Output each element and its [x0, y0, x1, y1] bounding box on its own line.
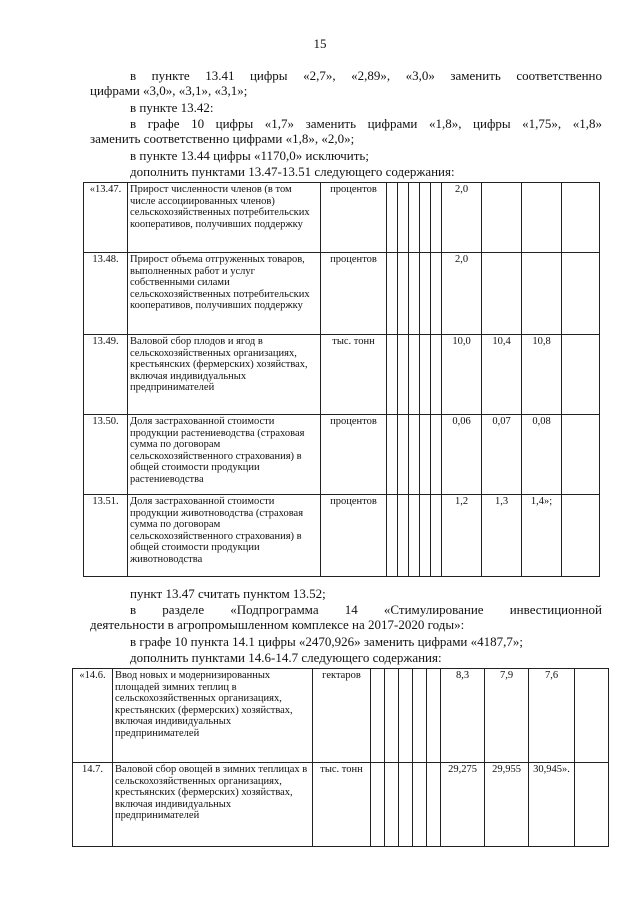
paragraph-line: в пункте 13.44 цифры «1170,0» исключить;	[130, 148, 369, 163]
empty-cell	[420, 183, 431, 253]
empty-cell	[385, 763, 399, 847]
empty-cell	[409, 183, 420, 253]
empty-cell	[431, 415, 442, 495]
row-number: 13.49.	[84, 335, 128, 415]
indicators-table-14	[72, 668, 609, 847]
value-2019: 0,07	[482, 415, 522, 495]
table-row	[84, 335, 600, 415]
empty-cell	[409, 253, 420, 335]
paragraph-dopolnit-14	[90, 650, 602, 665]
empty-cell	[399, 763, 413, 847]
empty-cell	[371, 763, 385, 847]
value-2020: 1,4»;	[522, 495, 562, 577]
table-row	[84, 415, 600, 495]
value-2019: 10,4	[482, 335, 522, 415]
row-description: Доля застрахованной стоимости продукции животноводства (страховая сумма по договорам сельскохозяйственного страхования) в общей стоимости продукции животноводства	[128, 495, 321, 577]
empty-cell	[431, 335, 442, 415]
row-number: «13.47.	[84, 183, 128, 253]
row-description: Прирост объема отгруженных товаров, выполненных работ и услуг собственными силами сельскохозяйственных потребительских кооперативов, получивших поддержку	[128, 253, 321, 335]
row-unit: процентов	[321, 183, 387, 253]
value-2020	[522, 253, 562, 335]
paragraph-line: заменить соответственно цифрами «1,8», «2,0»;	[90, 131, 355, 146]
table-row	[84, 183, 600, 253]
empty-cell	[409, 335, 420, 415]
row-unit: процентов	[321, 495, 387, 577]
value-2019	[482, 253, 522, 335]
paragraph-grafa-10	[90, 116, 602, 146]
value-2019	[482, 183, 522, 253]
empty-cell	[387, 335, 398, 415]
empty-cell	[387, 183, 398, 253]
empty-cell	[398, 183, 409, 253]
empty-cell	[387, 415, 398, 495]
value-2018: 10,0	[442, 335, 482, 415]
paragraph-line: в пункте 13.41 цифры «2,7», «2,89», «3,0» заменить соответственно	[130, 68, 602, 83]
paragraph-13-41	[90, 68, 602, 98]
value-2018: 0,06	[442, 415, 482, 495]
empty-cell	[575, 763, 609, 847]
page-number: 15	[313, 36, 327, 51]
empty-cell	[413, 669, 427, 763]
empty-cell	[562, 415, 600, 495]
empty-cell	[420, 335, 431, 415]
empty-cell	[431, 495, 442, 577]
empty-cell	[420, 495, 431, 577]
table-row	[84, 253, 600, 335]
value-2018: 8,3	[441, 669, 485, 763]
paragraph-line: цифрами «3,0», «3,1», «3,1»;	[90, 83, 248, 98]
value-2020: 30,945».	[529, 763, 575, 847]
indicators-table-13	[83, 182, 600, 577]
value-2019: 7,9	[485, 669, 529, 763]
empty-cell	[398, 495, 409, 577]
empty-cell	[431, 253, 442, 335]
value-2018: 2,0	[442, 253, 482, 335]
paragraph-dopolnit-13	[90, 164, 602, 179]
row-description: Прирост численности членов (в том числе ассоциированных членов) сельскохозяйственных потребительских кооперативов, получивших поддержку	[128, 183, 321, 253]
paragraph-line: в пункте 13.42:	[130, 100, 214, 115]
empty-cell	[387, 495, 398, 577]
paragraph-line: в графе 10 цифры «1,7» заменить цифрами «1,8», цифры «1,75», «1,8»	[130, 116, 602, 131]
empty-cell	[413, 763, 427, 847]
table-row	[73, 669, 609, 763]
row-unit: гектаров	[313, 669, 371, 763]
empty-cell	[398, 415, 409, 495]
value-2020: 10,8	[522, 335, 562, 415]
value-2020: 0,08	[522, 415, 562, 495]
value-2018: 1,2	[442, 495, 482, 577]
row-unit: тыс. тонн	[321, 335, 387, 415]
empty-cell	[575, 669, 609, 763]
value-2020: 7,6	[529, 669, 575, 763]
value-2020	[522, 183, 562, 253]
empty-cell	[398, 335, 409, 415]
empty-cell	[427, 763, 441, 847]
row-number: 14.7.	[73, 763, 113, 847]
value-2019: 29,955	[485, 763, 529, 847]
row-description: Валовой сбор плодов и ягод в сельскохозяйственных организациях, крестьянских (фермерских) хозяйствах, включая индивидуальных предпринимателей	[128, 335, 321, 415]
row-description: Валовой сбор овощей в зимних теплицах в сельскохозяйственных организациях, крестьянских (фермерских) хозяйствах, включая индивидуальных предпринимателей	[113, 763, 313, 847]
empty-cell	[562, 253, 600, 335]
empty-cell	[387, 253, 398, 335]
row-unit: тыс. тонн	[313, 763, 371, 847]
paragraph-line: пункт 13.47 считать пунктом 13.52;	[130, 586, 326, 601]
value-2018: 2,0	[442, 183, 482, 253]
empty-cell	[431, 183, 442, 253]
row-unit: процентов	[321, 415, 387, 495]
paragraph-line: деятельности в агропромышленном комплексе на 2017-2020 годы»:	[90, 617, 465, 632]
empty-cell	[562, 183, 600, 253]
empty-cell	[385, 669, 399, 763]
row-description: Ввод новых и модернизированных площадей зимних теплиц в сельскохозяйственных организациях, крестьянских (фермерских) хозяйствах, включая индивидуальных предпринимателей	[113, 669, 313, 763]
table-row	[73, 763, 609, 847]
empty-cell	[420, 253, 431, 335]
paragraph-line: в разделе «Подпрограмма 14 «Стимулирование инвестиционной	[130, 602, 602, 617]
paragraph-line: дополнить пунктами 13.47-13.51 следующего содержания:	[130, 164, 455, 179]
empty-cell	[371, 669, 385, 763]
empty-cell	[427, 669, 441, 763]
paragraph-line: дополнить пунктами 14.6-14.7 следующего содержания:	[130, 650, 442, 665]
empty-cell	[409, 415, 420, 495]
empty-cell	[409, 495, 420, 577]
value-2019: 1,3	[482, 495, 522, 577]
row-unit: процентов	[321, 253, 387, 335]
row-description: Доля застрахованной стоимости продукции растениеводства (страховая сумма по договорам сельскохозяйственного страхования) в общей стоимости продукции растениеводства	[128, 415, 321, 495]
paragraph-13-47-renumber	[90, 586, 602, 601]
value-2018: 29,275	[441, 763, 485, 847]
paragraph-13-44	[90, 148, 602, 163]
paragraph-line: в графе 10 пункта 14.1 цифры «2470,926» заменить цифрами «4187,7»;	[130, 634, 524, 649]
paragraph-subprogram-14	[90, 602, 602, 632]
row-number: 13.51.	[84, 495, 128, 577]
row-number: 13.50.	[84, 415, 128, 495]
empty-cell	[562, 495, 600, 577]
row-number: «14.6.	[73, 669, 113, 763]
table-row	[84, 495, 600, 577]
paragraph-14-1	[90, 634, 602, 649]
empty-cell	[398, 253, 409, 335]
row-number: 13.48.	[84, 253, 128, 335]
paragraph-13-42	[90, 100, 602, 115]
empty-cell	[562, 335, 600, 415]
empty-cell	[399, 669, 413, 763]
empty-cell	[420, 415, 431, 495]
